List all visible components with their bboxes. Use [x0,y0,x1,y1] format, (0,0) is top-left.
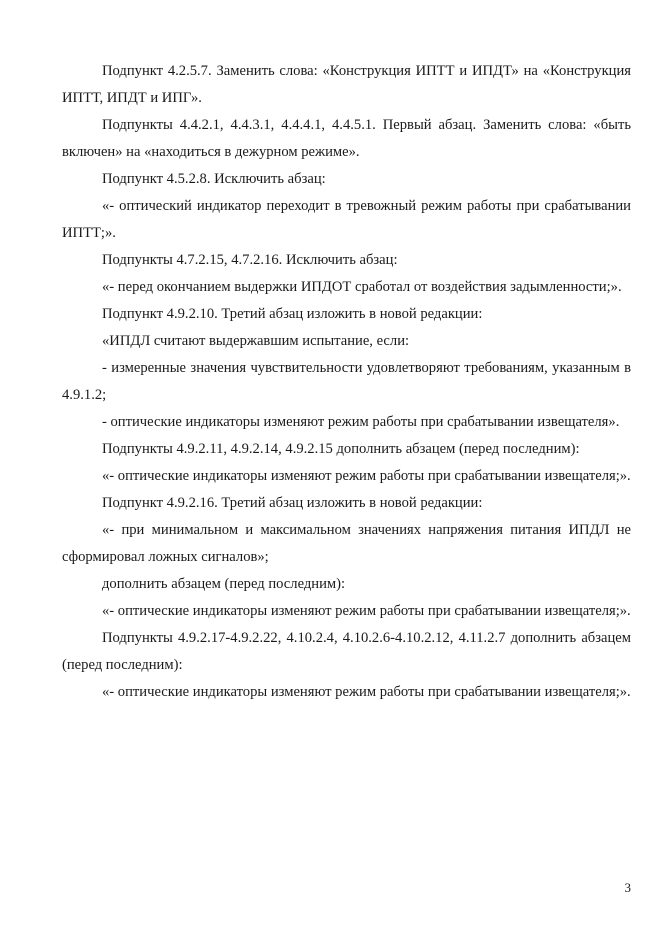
paragraph-15: дополнить абзацем (перед последним): [102,576,346,592]
paragraph-2: Подпункты 4.4.2.1, 4.4.3.1, 4.4.4.1, 4.4.5.1. Первый абзац. Заменить слова: «быть включен» на «находиться в дежурном режиме». [62,117,631,160]
paragraph-9: - измеренные значения чувствительности удовлетворяют требованиям, указанным в 4.9.1.2; [62,360,631,403]
paragraph-8: «ИПДЛ считают выдержавшим испытание, если: [102,333,410,349]
paragraph-5: Подпункты 4.7.2.15, 4.7.2.16. Исключить абзац: [102,252,398,268]
paragraph-17: Подпункты 4.9.2.17-4.9.2.22, 4.10.2.4, 4.10.2.6-4.10.2.12, 4.11.2.7 дополнить абзацем (перед последним): [62,630,631,673]
paragraph-4: «- оптический индикатор переходит в тревожный режим работы при срабатывании ИПТТ;». [62,198,631,241]
paragraph-12: «- оптические индикаторы изменяют режим работы при срабатывании извещателя;». [102,468,631,484]
document-body [62,58,631,706]
paragraph-6: «- перед окончанием выдержки ИПДОТ сработал от воздействия задымленности;». [102,279,622,295]
paragraph-7: Подпункт 4.9.2.10. Третий абзац изложить в новой редакции: [102,306,483,322]
paragraph-11: Подпункты 4.9.2.11, 4.9.2.14, 4.9.2.15 дополнить абзацем (перед последним): [102,441,580,457]
paragraph-10: - оптические индикаторы изменяют режим работы при срабатывании извещателя». [102,414,620,430]
paragraph-13: Подпункт 4.9.2.16. Третий абзац изложить в новой редакции: [102,495,483,511]
paragraph-14: «- при минимальном и максимальном значениях напряжения питания ИПДЛ не сформировал ложных сигналов»; [62,522,631,565]
paragraph-16: «- оптические индикаторы изменяют режим работы при срабатывании извещателя;». [102,603,631,619]
paragraph-18: «- оптические индикаторы изменяют режим работы при срабатывании извещателя;». [102,684,631,700]
paragraph-1: Подпункт 4.2.5.7. Заменить слова: «Конструкция ИПТТ и ИПДТ» на «Конструкция ИПТТ, ИПДТ и ИПГ». [62,63,631,106]
paragraph-3: Подпункт 4.5.2.8. Исключить абзац: [102,171,326,187]
page-number: 3 [624,880,631,895]
